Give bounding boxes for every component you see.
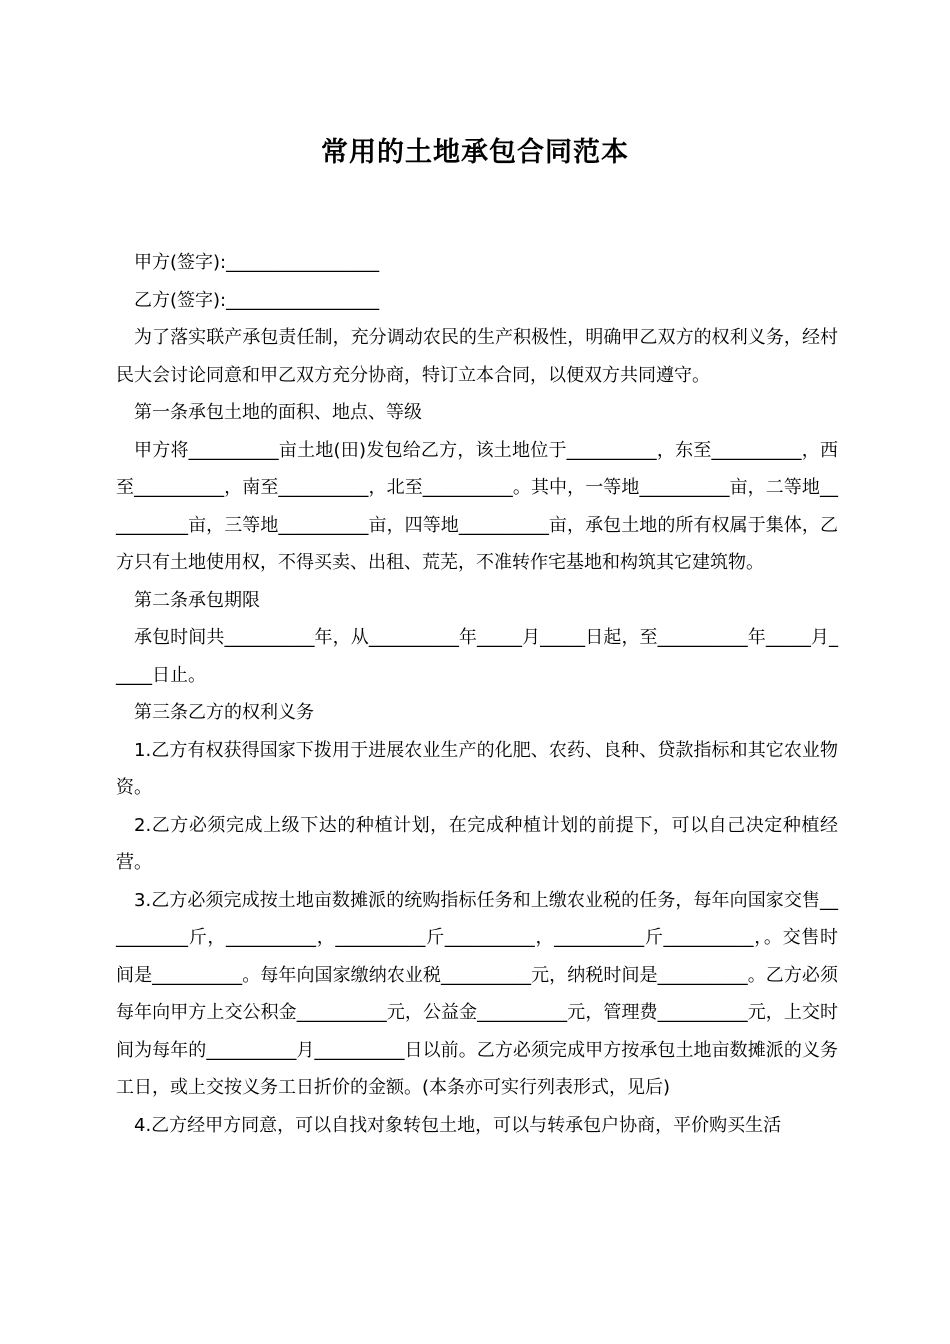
- document-body: [116, 244, 838, 1144]
- party-a-signature-line: 甲方(签字):_________________: [134, 252, 380, 273]
- article-1-body: 甲方将__________亩土地(田)发包给乙方，该土地位于__________，东至__________，西至__________，南至__________，北至__________。其中，一等地__________亩，二等地__________亩，三等地__________亩，四等地__________亩，承包土地的所有权属于集体，乙方只有土地使用权，不得买卖、出租、荒芜，不准转作宅基地和构筑其它建筑物。: [116, 439, 838, 573]
- preamble-paragraph: 为了落实联产承包责任制，充分调动农民的生产积极性，明确甲乙双方的权利义务，经村民大会讨论同意和甲乙双方充分协商，特订立本合同，以便双方共同遵守。: [116, 327, 838, 386]
- article-2-heading: 第二条承包期限: [134, 589, 260, 611]
- article-3-item-3: 3.乙方必须完成按土地亩数摊派的统购指标任务和上缴农业税的任务，每年向国家交售__________斤，__________，__________斤__________，__________斤__________，。交售时间是__________。每年向国家缴纳农业税__________元，纳税时间是__________。乙方必须每年向甲方上交公积金__________元，公益金__________元，管理费__________元，上交时间为每年的__________月__________日以前。乙方必须完成甲方按承包土地亩数摊派的义务工日，或上交按义务工日折价的金额。(本条亦可实行列表形式，见后): [116, 889, 838, 1098]
- party-b-signature-line: 乙方(签字):_________________: [134, 289, 380, 311]
- article-2-body: 承包时间共__________年，从__________年_____月_____日起，至__________年_____月_____日止。: [116, 627, 838, 686]
- article-1-heading: 第一条承包土地的面积、地点、等级: [134, 402, 422, 423]
- article-3-item-2: 2.乙方必须完成上级下达的种植计划，在完成种植计划的前提下，可以自己决定种植经营。: [116, 814, 838, 873]
- article-3-item-4: 4.乙方经甲方同意，可以自找对象转包土地，可以与转承包户协商，平价购买生活: [134, 1114, 782, 1136]
- article-3-heading: 第三条乙方的权利义务: [134, 702, 314, 723]
- document-title: 常用的土地承包合同范本: [321, 137, 629, 168]
- article-3-item-1: 1.乙方有权获得国家下拨用于进展农业生产的化肥、农药、良种、贷款指标和其它农业物资。: [116, 739, 838, 798]
